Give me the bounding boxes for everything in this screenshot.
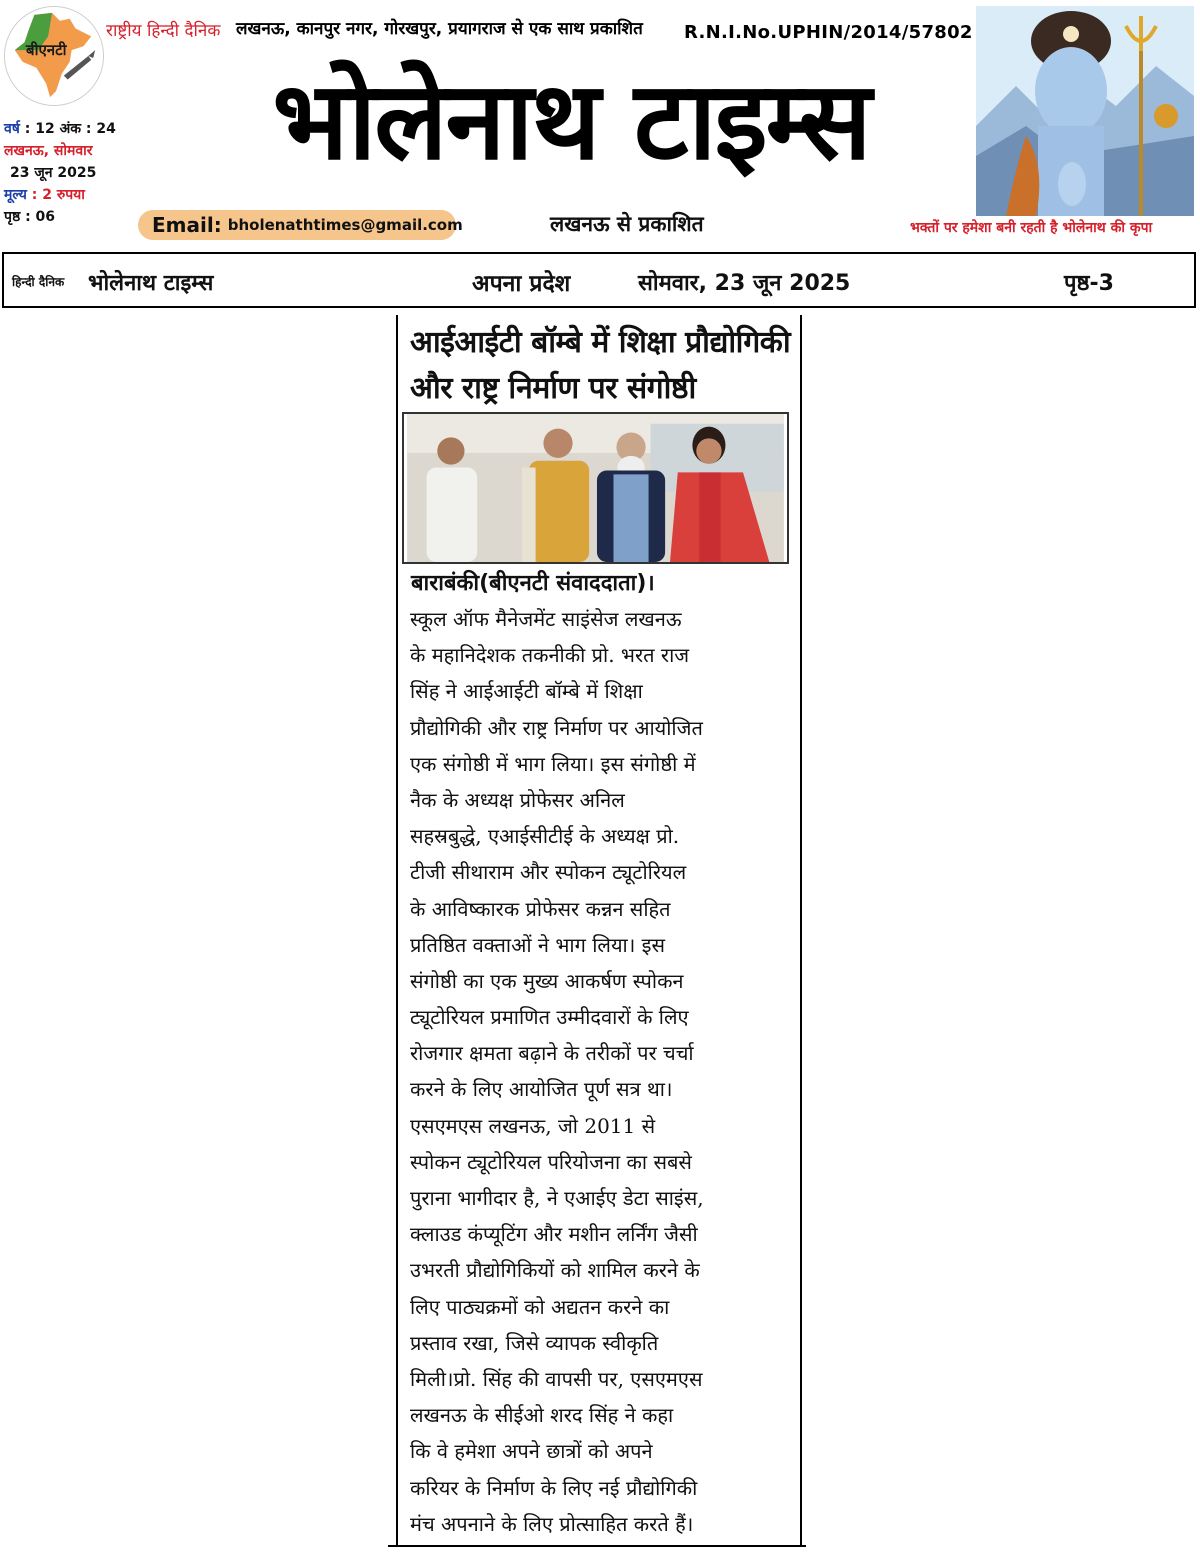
strip-paper-name: भोलेनाथ टाइम्स — [88, 271, 214, 296]
page-header-strip — [2, 252, 1196, 308]
article-body-line: के आविष्कारक प्रोफेसर कन्नन सहित — [410, 896, 671, 921]
page-count: पृष्ठ : 06 — [4, 209, 56, 225]
logo-text — [4, 6, 104, 106]
place-day: लखनऊ, सोमवार — [4, 143, 93, 159]
publication-cities: लखनऊ, कानपुर नगर, गोरखपुर, प्रयागराज से एक साथ प्रकाशित — [236, 19, 643, 39]
article-body-line: करियर के निर्माण के लिए नई प्रौद्योगिकी — [410, 1475, 698, 1500]
article-body-line: प्रस्ताव रखा, जिसे व्यापक स्वीकृति — [410, 1330, 659, 1355]
shiva-caption: भक्तों पर हमेशा बनी रहती है भोलेनाथ की कृपा — [910, 220, 1153, 236]
issue-date: 23 जून 2025 — [10, 165, 97, 181]
year-issue-row — [4, 118, 116, 140]
article-body-line: लखनऊ के सीईओ शरद सिंह ने कहा — [410, 1403, 674, 1428]
article-body-line: सिंह ने आईआईटी बॉम्बे में शिक्षा — [410, 679, 643, 704]
article-body-line: पुराना भागीदार है, ने एआईए डेटा साइंस, — [410, 1186, 704, 1210]
rni-number: R.N.I.No.UPHIN/2014/57802 — [684, 22, 973, 43]
published-from: लखनऊ से प्रकाशित — [550, 212, 704, 236]
article-body-line: ट्यूटोरियल प्रमाणित उम्मीदवारों के लिए — [410, 1005, 689, 1030]
article-byline: बाराबंकी(बीएनटी संवाददाता)। — [411, 571, 655, 596]
article-body-line: संगोष्ठी का एक मुख्य आकर्षण स्पोकन — [410, 968, 684, 993]
article-bottom-rule — [388, 1545, 806, 1547]
email-badge — [138, 210, 463, 240]
logo-text-label: बीएनटी — [26, 41, 67, 59]
article-body-line: रोजगार क्षमता बढ़ाने के तरीकों पर चर्चा — [410, 1041, 694, 1066]
article-body-line: प्रतिष्ठित वक्ताओं ने भाग लिया। इस — [410, 932, 666, 957]
price-row — [4, 184, 116, 206]
article-body-line: लिए पाठ्यक्रमों को अद्यतन करने का — [410, 1294, 670, 1319]
article-body-line: कि वे हमेशा अपने छात्रों को अपने — [410, 1439, 653, 1464]
article-body-line: टीजी सीथाराम और स्पोकन ट्यूटोरियल — [410, 860, 687, 885]
strip-daily-label: हिन्दी दैनिक — [12, 275, 65, 289]
article-body-line: उभरती प्रौद्योगिकियों को शामिल करने के — [410, 1258, 700, 1283]
article-body-line: एसएमएस लखनऊ, जो 2011 से — [410, 1113, 656, 1138]
article-body-line: करने के लिए आयोजित पूर्ण सत्र था। — [410, 1077, 673, 1102]
headline-line: आईआईटी बॉम्बे में शिक्षा प्रौद्योगिकी — [410, 325, 791, 360]
year-value: : 12 अंक : 24 — [24, 121, 116, 137]
national-daily-tagline: राष्ट्रीय हिन्दी दैनिक — [106, 21, 221, 41]
article-body — [410, 601, 792, 1542]
year-label: वर्ष — [4, 121, 20, 137]
article-body-line: सहस्रबुद्धे, एआईसीटीई के अध्यक्ष प्रो. — [410, 824, 680, 849]
newspaper-title: भोलेनाथ टाइम्स — [272, 59, 870, 184]
price-label: मूल्य — [4, 187, 27, 203]
shiva-portrait-icon — [976, 6, 1194, 216]
article-body-line: एक संगोष्ठी में भाग लिया। इस संगोष्ठी में — [410, 751, 696, 776]
four-people-photo-icon — [404, 414, 787, 562]
headline-line: और राष्ट्र निर्माण पर संगोष्ठी — [410, 371, 696, 406]
strip-page-number: पृष्ठ-3 — [1064, 271, 1114, 296]
strip-date: सोमवार, 23 जून 2025 — [638, 271, 851, 296]
email-label: Email: — [152, 213, 222, 237]
issue-meta — [4, 118, 116, 228]
email-link[interactable]: bholenathtimes@gmail.com — [227, 216, 463, 234]
article-body-line: नैक के अध्यक्ष प्रोफेसर अनिल — [410, 787, 625, 812]
strip-section-name: अपना प्रदेश — [472, 271, 571, 297]
article-body-line: मंच अपनाने के लिए प्रोत्साहित करते हैं। — [410, 1511, 694, 1536]
price-value: : 2 रुपया — [31, 187, 85, 203]
article-body-line: मिली।प्रो. सिंह की वापसी पर, एसएमएस — [410, 1366, 703, 1391]
article-body-line: प्रौद्योगिकी और राष्ट्र निर्माण पर आयोजित — [410, 715, 703, 740]
article-photo — [402, 412, 789, 564]
article-body-line: के महानिदेशक तकनीकी प्रो. भरत राज — [410, 643, 690, 668]
article-body-line: स्पोकन ट्यूटोरियल परियोजना का सबसे — [410, 1149, 692, 1174]
article-body-line: क्लाउड कंप्यूटिंग और मशीन लर्निंग जैसी — [410, 1222, 698, 1247]
shiva-image — [976, 6, 1194, 216]
article-headline — [410, 320, 794, 412]
article-body-line: स्कूल ऑफ मैनेजमेंट साइंसेज लखनऊ — [410, 607, 682, 631]
